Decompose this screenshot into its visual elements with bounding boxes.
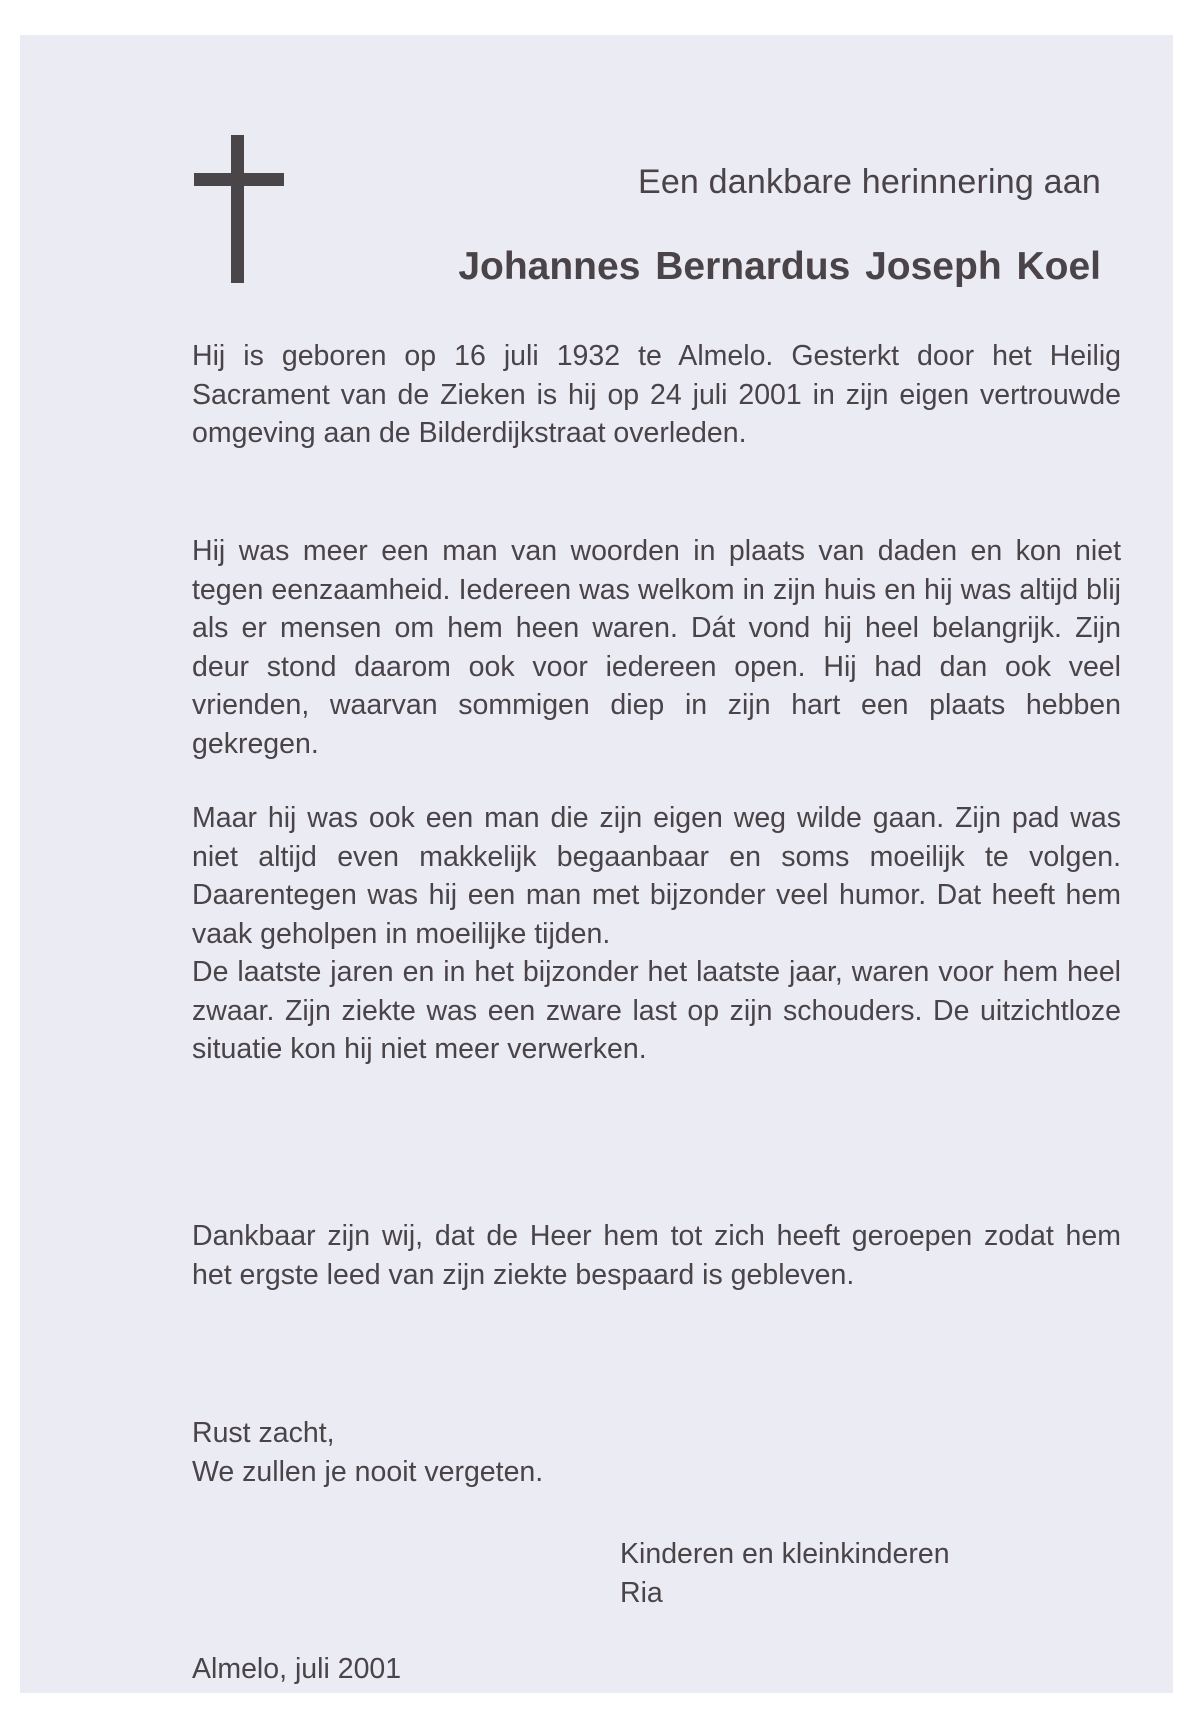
paragraph-gratitude: Dankbaar zijn wij, dat de Heer hem tot zich heeft geroepen zodat hem het ergste leed van zijn ziekte bespaard is gebleven. xyxy=(192,1220,1121,1291)
deceased-name: Johannes Bernardus Joseph Koel xyxy=(458,245,1101,288)
closing-line: We zullen je nooit vergeten. xyxy=(192,1455,544,1488)
paragraph-last-years-text: De laatste jaren en in het bijzonder het laatste jaar, waren voor hem heel zwaar. Zijn ziekte was een zware last op zijn schouders. De uitzichtloze situatie kon hij niet meer verwerken. xyxy=(192,956,1121,1065)
paragraph-own-way xyxy=(192,799,1121,1069)
signature-line: Kinderen en kleinkinderen xyxy=(620,1538,950,1570)
memorial-card xyxy=(20,35,1173,1693)
paragraph-character: Hij was meer een man van woorden in plaats van daden en kon niet tegen eenzaamheid. Iedereen was welkom in zijn huis en hij was altijd blij als er mensen om hem heen waren. Dát vond hij heel belangrijk. Zijn deur stond daarom ook voor iedereen open. Hij had dan ook veel vrienden, waarvan sommigen diep in zijn hart een plaats hebben gekregen. xyxy=(192,535,1121,760)
cross-icon xyxy=(194,135,284,283)
signature-line: Ria xyxy=(620,1576,663,1609)
paragraph-birth-death: Hij is geboren op 16 juli 1932 te Almelo. Gesterkt door het Heilig Sacrament van de Zieken is hij op 24 juli 2001 in zijn eigen vertrouwde omgeving aan de Bilderdijkstraat overleden. xyxy=(192,340,1121,449)
intro-heading: Een dankbare herinnering aan xyxy=(637,163,1101,201)
closing-words xyxy=(192,1414,1121,1491)
place-date: Almelo, juli 2001 xyxy=(192,1653,402,1685)
closing-line: Rust zacht, xyxy=(192,1417,335,1449)
paragraph-own-way-text: Maar hij was ook een man die zijn eigen weg wilde gaan. Zijn pad was niet altijd even makkelijk begaanbaar en soms moeilijk te volgen. Daarentegen was hij een man met bijzonder veel humor. Dat heeft hem vaak geholpen in moeilijke tijden. xyxy=(192,802,1121,950)
signature xyxy=(620,1535,950,1612)
